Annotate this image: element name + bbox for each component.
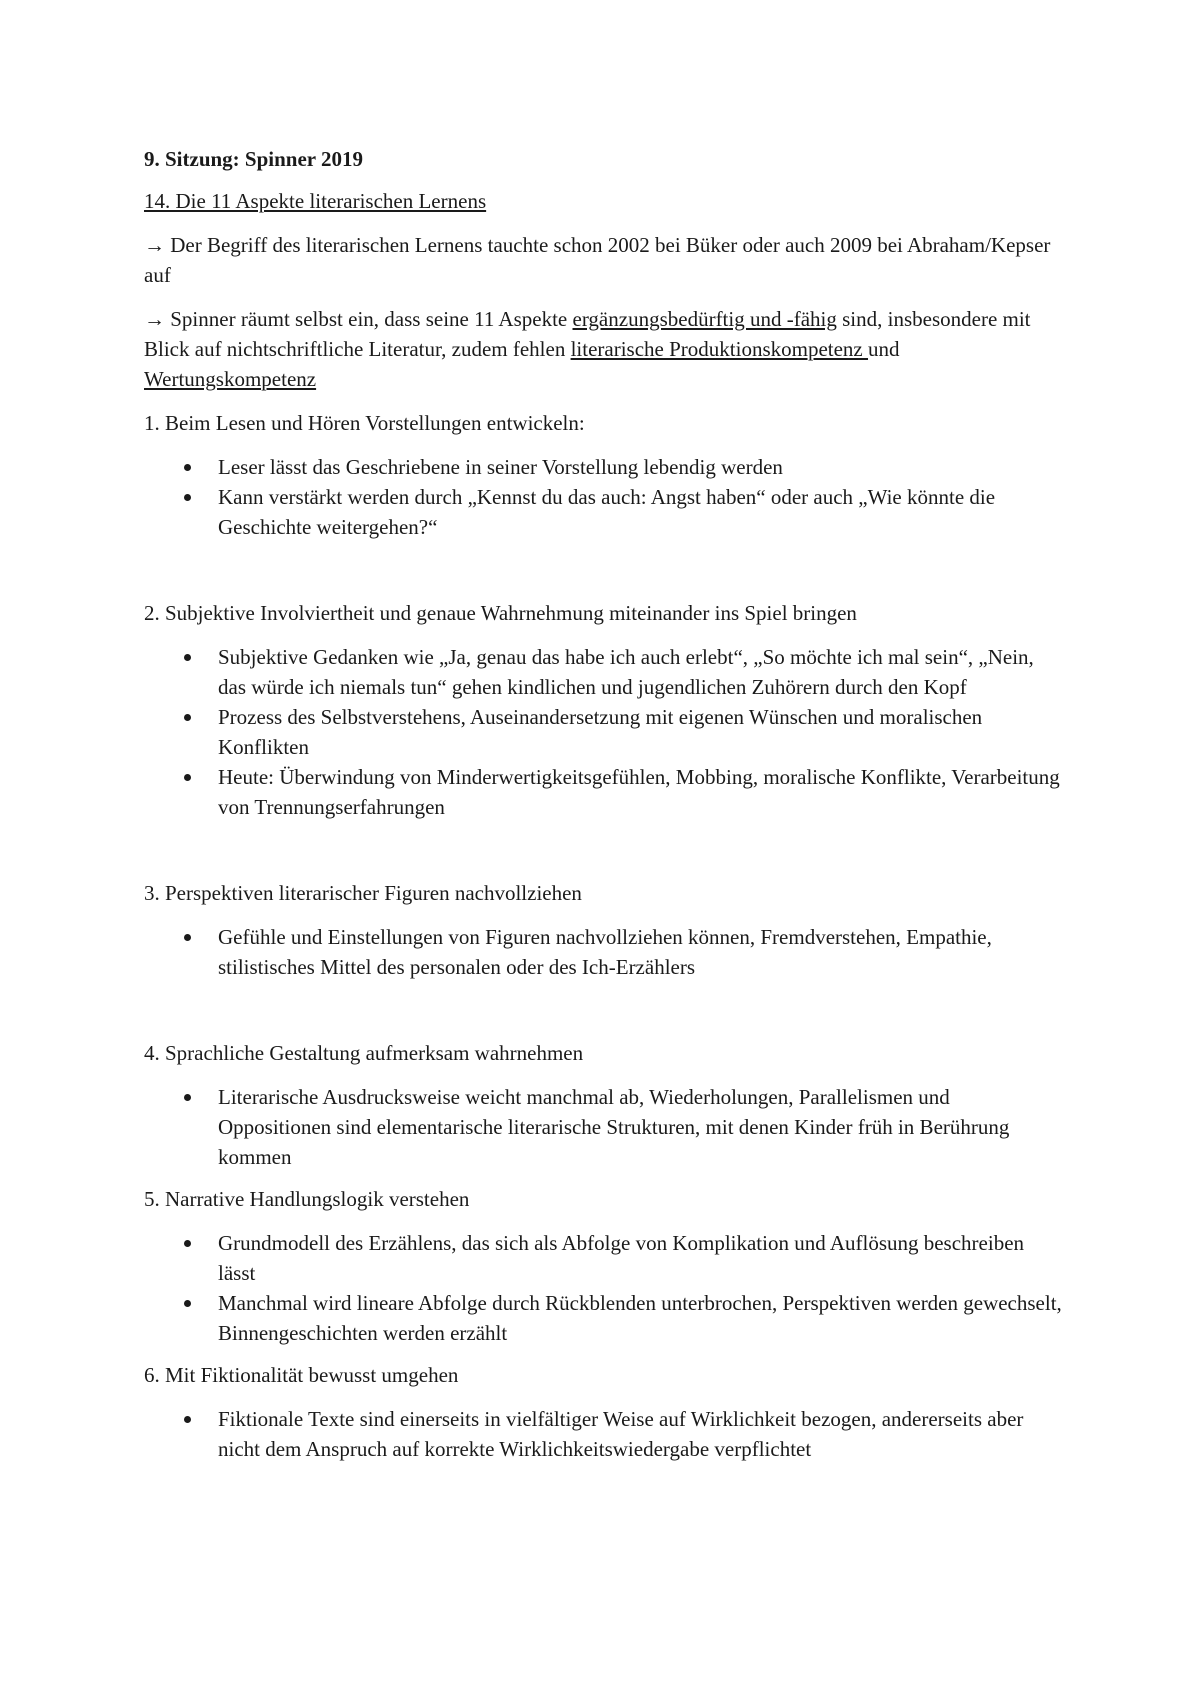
document-content [144,144,1064,1476]
list-item: Heute: Überwindung von Minderwertigkeitsgefühlen, Mobbing, moralische Konflikte, Verarbeitung von Trennungserfahrungen [144,762,1064,822]
bullet-list-1 [144,452,1064,542]
spacer [144,994,1064,1038]
section-heading-6: 6. Mit Fiktionalität bewusst umgehen [144,1363,459,1387]
intro-text-c: und [868,337,900,361]
section-heading-2: 2. Subjektive Involviertheit und genaue Wahrnehmung miteinander ins Spiel bringen [144,601,857,625]
intro-paragraph-2 [144,304,1064,394]
document-subtitle: 14. Die 11 Aspekte literarischen Lernens [144,189,487,213]
intro-text-b: sind, insbesondere mit Blick auf nichtschriftliche Literatur, zudem fehlen [144,307,1031,361]
section-heading-1: 1. Beim Lesen und Hören Vorstellungen entwickeln: [144,411,585,435]
intro-paragraph-1: → Der Begriff des literarischen Lernens tauchte schon 2002 bei Büker oder auch 2009 bei Abraham/Kepser auf [144,233,1051,287]
list-item: Prozess des Selbstverstehens, Auseinandersetzung mit eigenen Wünschen und moralischen Konflikten [144,702,1064,762]
intro-underlined-3: Wertungskompetenz [144,367,317,391]
spacer [144,554,1064,598]
section-heading-4: 4. Sprachliche Gestaltung aufmerksam wahrnehmen [144,1041,584,1065]
section-heading-3: 3. Perspektiven literarischer Figuren nachvollziehen [144,881,582,905]
intro-underlined-1: ergänzungsbedürftig und -fähig [572,307,837,331]
list-item: Fiktionale Texte sind einerseits in vielfältiger Weise auf Wirklichkeit bezogen, andererseits aber nicht dem Anspruch auf korrekte Wirklichkeitswiedergabe verpflichtet [144,1404,1064,1464]
bullet-list-6 [144,1404,1064,1464]
list-item: Leser lässt das Geschriebene in seiner Vorstellung lebendig werden [144,452,1064,482]
list-item: Grundmodell des Erzählens, das sich als Abfolge von Komplikation und Auflösung beschreiben lässt [144,1228,1064,1288]
list-item: Literarische Ausdrucksweise weicht manchmal ab, Wiederholungen, Parallelismen und Oppositionen sind elementarische literarische Strukturen, mit denen Kinder früh in Berührung kommen [144,1082,1064,1172]
spacer [144,834,1064,878]
document-title: 9. Sitzung: Spinner 2019 [144,147,363,171]
section-heading-5: 5. Narrative Handlungslogik verstehen [144,1187,470,1211]
bullet-list-4 [144,1082,1064,1172]
list-item: Kann verstärkt werden durch „Kennst du das auch: Angst haben“ oder auch „Wie könnte die Geschichte weitergehen?“ [144,482,1064,542]
intro-text-a: → Spinner räumt selbst ein, dass seine 11 Aspekte [144,307,573,331]
list-item: Gefühle und Einstellungen von Figuren nachvollziehen können, Fremdverstehen, Empathie, stilistisches Mittel des personalen oder des Ich-Erzählers [144,922,1064,982]
list-item: Subjektive Gedanken wie „Ja, genau das habe ich auch erlebt“, „So möchte ich mal sein“, „Nein, das würde ich niemals tun“ gehen kindlichen und jugendlichen Zuhörern durch den Kopf [144,642,1064,702]
intro-underlined-2: literarische Produktionskompetenz [570,337,869,361]
bullet-list-3 [144,922,1064,982]
bullet-list-2 [144,642,1064,822]
list-item: Manchmal wird lineare Abfolge durch Rückblenden unterbrochen, Perspektiven werden gewechselt, Binnengeschichten werden erzählt [144,1288,1064,1348]
bullet-list-5 [144,1228,1064,1348]
